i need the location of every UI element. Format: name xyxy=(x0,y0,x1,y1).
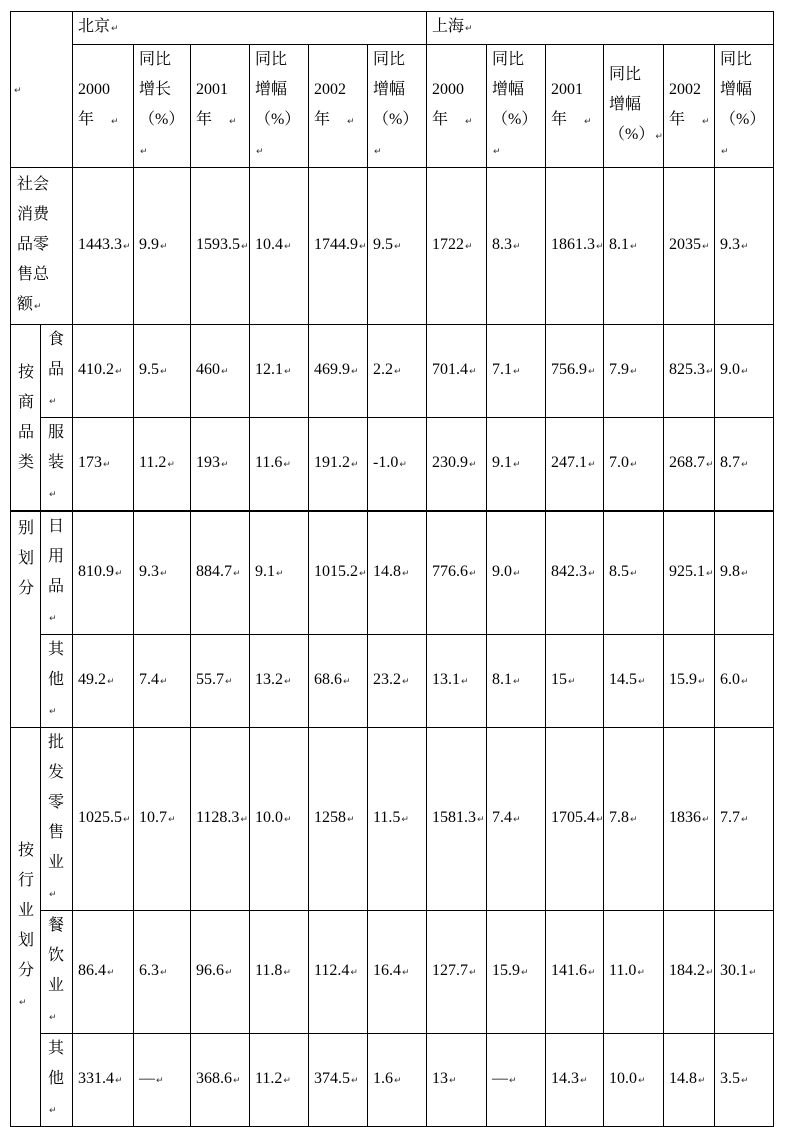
data-cell: 247.1 ↵ xyxy=(546,418,604,512)
column-header-label: 同比增幅（%） xyxy=(492,51,538,128)
table-row xyxy=(11,325,774,418)
column-header-label: 2001年 xyxy=(196,81,228,128)
data-cell: 1128.3 ↵ xyxy=(191,728,250,911)
column-header-beijing-2000 xyxy=(73,45,134,168)
data-cell: 884.7 ↵ xyxy=(191,511,250,635)
row-label-text: 社会消费品零售总额 ↵ xyxy=(17,170,51,322)
data-cell: 7.1 ↵ xyxy=(487,325,546,418)
data-cell: 9.3 ↵ xyxy=(715,168,774,325)
column-header-label: 同比增幅（%） xyxy=(255,51,301,128)
data-cell: 2035 ↵ xyxy=(664,168,715,325)
data-cell: 1744.9 ↵ xyxy=(309,168,368,325)
column-header-label: 2002年 xyxy=(669,81,701,128)
data-cell: 9.8 ↵ xyxy=(715,511,774,635)
data-cell: 11.2 ↵ xyxy=(250,1034,309,1127)
group-label-by-commodity: 按商品类 xyxy=(11,325,41,512)
data-cell: 191.2 ↵ xyxy=(309,418,368,512)
data-cell: 11.6 ↵ xyxy=(250,418,309,512)
data-cell: 173 ↵ xyxy=(73,418,134,512)
row-label-catering: 餐饮业 ↵ xyxy=(41,911,73,1034)
row-label-wholesale-retail: 批发零售业 ↵ xyxy=(41,728,73,911)
data-cell: 7.9 ↵ xyxy=(604,325,664,418)
data-cell: 7.4 ↵ xyxy=(487,728,546,911)
corner-cell xyxy=(11,12,73,168)
data-cell: 776.6 ↵ xyxy=(427,511,487,635)
row-label-clothing: 服装 ↵ xyxy=(41,418,73,512)
data-cell: 469.9 ↵ xyxy=(309,325,368,418)
data-cell: 410.2 ↵ xyxy=(73,325,134,418)
row-label-total-retail-sales xyxy=(11,168,73,325)
data-cell: 9.5 ↵ xyxy=(368,168,427,325)
data-cell: 842.3 ↵ xyxy=(546,511,604,635)
data-cell: 15 ↵ xyxy=(546,635,604,728)
city-header-shanghai: 上海 ↵ xyxy=(427,12,774,45)
retail-sales-table xyxy=(10,11,774,1127)
data-cell: 268.7 ↵ xyxy=(664,418,715,512)
data-cell: 96.6 ↵ xyxy=(191,911,250,1034)
data-cell: 8.1 ↵ xyxy=(487,635,546,728)
data-cell: 49.2 ↵ xyxy=(73,635,134,728)
data-cell: 13 ↵ xyxy=(427,1034,487,1127)
data-cell: 8.1 ↵ xyxy=(604,168,664,325)
table-row xyxy=(11,911,774,1034)
table-row xyxy=(11,418,774,512)
data-cell: 141.6 ↵ xyxy=(546,911,604,1034)
data-cell: 10.7 ↵ xyxy=(134,728,191,911)
data-cell: 23.2 ↵ xyxy=(368,635,427,728)
data-cell: 8.3 ↵ xyxy=(487,168,546,325)
table-row xyxy=(11,635,774,728)
data-cell: 11.2 ↵ xyxy=(134,418,191,512)
data-cell: 7.7 ↵ xyxy=(715,728,774,911)
data-cell: 460 ↵ xyxy=(191,325,250,418)
column-header-label: 同比增幅（%） xyxy=(373,51,419,128)
column-header-label: 2000年 xyxy=(432,81,464,128)
data-cell: 7.4 ↵ xyxy=(134,635,191,728)
data-cell: 7.8 ↵ xyxy=(604,728,664,911)
data-cell: 9.1 ↵ xyxy=(487,418,546,512)
data-cell: 2.2 ↵ xyxy=(368,325,427,418)
data-cell: 7.0 ↵ xyxy=(604,418,664,512)
row-label-other-goods: 其他 ↵ xyxy=(41,635,73,728)
column-header-shanghai-yoy-2002 xyxy=(715,45,774,168)
data-cell: 810.9 ↵ xyxy=(73,511,134,635)
column-header-label: 2001年 xyxy=(551,81,583,128)
column-header-shanghai-2001 xyxy=(546,45,604,168)
data-cell: 10.4 ↵ xyxy=(250,168,309,325)
data-cell: 55.7 ↵ xyxy=(191,635,250,728)
data-cell: 9.3 ↵ xyxy=(134,511,191,635)
data-cell: 701.4 ↵ xyxy=(427,325,487,418)
group-label-by-industry: 按行业划分 ↵ xyxy=(11,728,41,1127)
data-cell: 86.4 ↵ xyxy=(73,911,134,1034)
header-row-columns xyxy=(11,45,774,168)
data-cell: 30.1 ↵ xyxy=(715,911,774,1034)
data-cell: 11.0 ↵ xyxy=(604,911,664,1034)
data-cell: 11.5 ↵ xyxy=(368,728,427,911)
data-cell: 9.9 ↵ xyxy=(134,168,191,325)
column-header-label: 同比增幅（%） xyxy=(609,66,655,143)
data-cell: 16.4 ↵ xyxy=(368,911,427,1034)
data-cell: 1.6 ↵ xyxy=(368,1034,427,1127)
data-cell: 14.8 ↵ xyxy=(664,1034,715,1127)
data-cell: 1581.3 ↵ xyxy=(427,728,487,911)
header-row-cities xyxy=(11,12,774,45)
data-cell: 1593.5 ↵ xyxy=(191,168,250,325)
group-label-by-commodity-continued: 别划分 xyxy=(11,511,41,728)
data-cell: 925.1 ↵ xyxy=(664,511,715,635)
column-header-beijing-yoy-2001 xyxy=(250,45,309,168)
data-cell: 9.0 ↵ xyxy=(487,511,546,635)
data-cell: 825.3 ↵ xyxy=(664,325,715,418)
city-header-beijing: 北京 ↵ xyxy=(73,12,427,45)
data-cell: 1722 ↵ xyxy=(427,168,487,325)
table-row xyxy=(11,511,774,635)
column-header-beijing-yoy-2000 xyxy=(134,45,191,168)
data-cell: 1836 ↵ xyxy=(664,728,715,911)
column-header-label: 2000年 xyxy=(78,81,110,128)
column-header-beijing-yoy-2002 xyxy=(368,45,427,168)
column-header-shanghai-2000 xyxy=(427,45,487,168)
data-cell: 11.8 ↵ xyxy=(250,911,309,1034)
data-cell: 1258 ↵ xyxy=(309,728,368,911)
table-row xyxy=(11,168,774,325)
table-row xyxy=(11,728,774,911)
row-label-food: 食品 ↵ xyxy=(41,325,73,418)
data-cell: 10.0 ↵ xyxy=(604,1034,664,1127)
row-label-daily-goods: 日用品 ↵ xyxy=(41,511,73,635)
data-cell: 193 ↵ xyxy=(191,418,250,512)
column-header-beijing-2001 xyxy=(191,45,250,168)
data-cell: 68.6 ↵ xyxy=(309,635,368,728)
data-cell: 374.5 ↵ xyxy=(309,1034,368,1127)
column-header-shanghai-yoy-2000 xyxy=(487,45,546,168)
data-cell: 3.5 ↵ xyxy=(715,1034,774,1127)
data-cell: 368.6 ↵ xyxy=(191,1034,250,1127)
data-cell: 6.0 ↵ xyxy=(715,635,774,728)
data-cell: 13.2 ↵ xyxy=(250,635,309,728)
data-cell: 9.0 ↵ xyxy=(715,325,774,418)
data-cell: 1705.4 ↵ xyxy=(546,728,604,911)
column-header-beijing-2002 xyxy=(309,45,368,168)
column-header-label: 2002年 xyxy=(314,81,346,128)
data-cell: 9.1 ↵ xyxy=(250,511,309,635)
column-header-label: 同比增幅（%） xyxy=(720,51,766,128)
data-cell: 8.5 ↵ xyxy=(604,511,664,635)
column-header-label: 同比增长（%） xyxy=(139,51,185,128)
data-cell: 1015.2 ↵ xyxy=(309,511,368,635)
column-header-shanghai-yoy-2001 xyxy=(604,45,664,168)
data-cell: 9.5 ↵ xyxy=(134,325,191,418)
data-cell: 756.9 ↵ xyxy=(546,325,604,418)
table-row xyxy=(11,1034,774,1127)
data-cell: 15.9 ↵ xyxy=(664,635,715,728)
data-cell: 13.1 ↵ xyxy=(427,635,487,728)
column-header-shanghai-2002 xyxy=(664,45,715,168)
data-cell: 12.1 ↵ xyxy=(250,325,309,418)
data-cell: 331.4 ↵ xyxy=(73,1034,134,1127)
data-cell: 15.9 ↵ xyxy=(487,911,546,1034)
data-cell: 127.7 ↵ xyxy=(427,911,487,1034)
data-cell: — ↵ xyxy=(487,1034,546,1127)
data-cell: 8.7 ↵ xyxy=(715,418,774,512)
data-cell: 1443.3 ↵ xyxy=(73,168,134,325)
data-cell: 14.8 ↵ xyxy=(368,511,427,635)
data-cell: 112.4 ↵ xyxy=(309,911,368,1034)
data-cell: 230.9 ↵ xyxy=(427,418,487,512)
data-cell: -1.0 ↵ xyxy=(368,418,427,512)
row-label-other-industry: 其他 ↵ xyxy=(41,1034,73,1127)
data-cell: — ↵ xyxy=(134,1034,191,1127)
data-cell: 1861.3 ↵ xyxy=(546,168,604,325)
data-cell: 14.5 ↵ xyxy=(604,635,664,728)
data-cell: 10.0 ↵ xyxy=(250,728,309,911)
data-cell: 6.3 ↵ xyxy=(134,911,191,1034)
data-cell: 14.3 ↵ xyxy=(546,1034,604,1127)
data-cell: 1025.5 ↵ xyxy=(73,728,134,911)
data-cell: 184.2 ↵ xyxy=(664,911,715,1034)
